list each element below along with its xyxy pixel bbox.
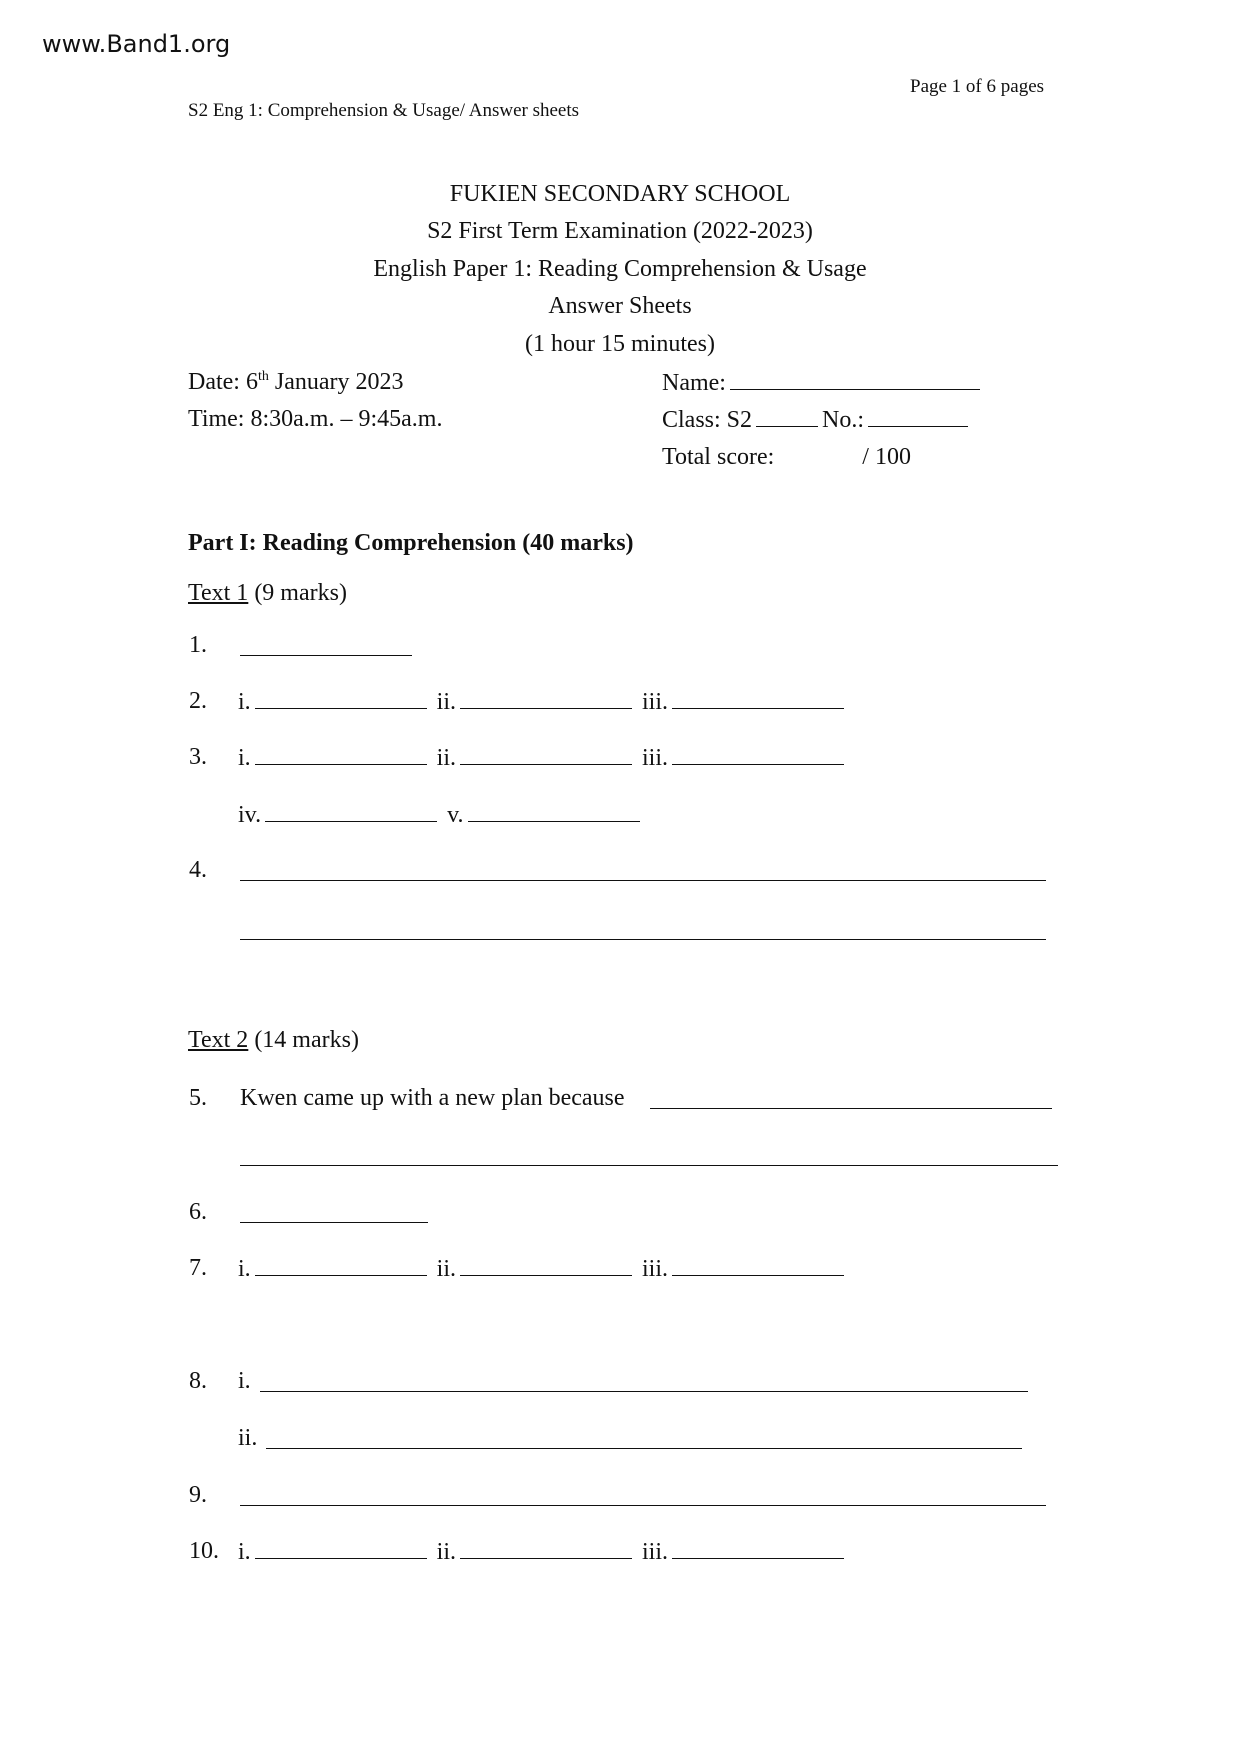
exam-time: Time: 8:30a.m. – 9:45a.m. xyxy=(188,406,443,432)
q6-label: 6. xyxy=(189,1199,207,1225)
q5-answer-line-2[interactable] xyxy=(240,1165,1058,1166)
q8-ii-answer[interactable] xyxy=(266,1448,1022,1449)
school-name: FUKIEN SECONDARY SCHOOL xyxy=(449,181,791,207)
header-left: S2 Eng 1: Comprehension & Usage/ Answer sheets xyxy=(188,100,580,121)
q8-label: 8. xyxy=(189,1368,207,1394)
q10-label: 10. xyxy=(189,1538,219,1564)
exam-title: S2 First Term Examination (2022-2023) xyxy=(427,218,813,244)
total-score: Total score: / 100 xyxy=(662,444,911,470)
q6-answer[interactable] xyxy=(240,1222,428,1223)
q3-answers[interactable]: i. ii. iii. xyxy=(238,744,848,772)
text2-heading: Text 2 (14 marks) xyxy=(188,1027,359,1053)
q8-ii-label: ii. xyxy=(238,1425,258,1451)
q3-answers-2[interactable]: iv. v. xyxy=(238,801,644,829)
part1-heading: Part I: Reading Comprehension (40 marks) xyxy=(188,530,634,556)
exam-date: Date: 6th January 2023 xyxy=(188,369,404,395)
class-no-field[interactable]: Class: S2 No.: xyxy=(662,406,972,434)
q4-answer-line-1[interactable] xyxy=(240,880,1046,881)
q2-label: 2. xyxy=(189,688,207,714)
q5-prompt: Kwen came up with a new plan because xyxy=(240,1085,625,1111)
q2-answers[interactable]: i. ii. iii. xyxy=(238,688,848,716)
page-number: Page 1 of 6 pages xyxy=(910,76,1045,97)
duration: (1 hour 15 minutes) xyxy=(525,331,715,357)
q5-answer-line-1[interactable] xyxy=(650,1108,1052,1109)
q9-label: 9. xyxy=(189,1482,207,1508)
q4-answer-line-2[interactable] xyxy=(240,939,1046,940)
q5-label: 5. xyxy=(189,1085,207,1111)
q4-label: 4. xyxy=(189,857,207,883)
q8-i-answer[interactable] xyxy=(260,1391,1028,1392)
watermark: www.Band1.org xyxy=(42,30,231,58)
q7-label: 7. xyxy=(189,1255,207,1281)
sheet-title: Answer Sheets xyxy=(548,293,692,319)
q1-answer[interactable] xyxy=(240,655,412,656)
q3-label: 3. xyxy=(189,744,207,770)
name-field[interactable]: Name: xyxy=(662,369,984,397)
q9-answer[interactable] xyxy=(240,1505,1046,1506)
q8-i-label: i. xyxy=(238,1368,251,1394)
text1-heading: Text 1 (9 marks) xyxy=(188,580,347,606)
q7-answers[interactable]: i. ii. iii. xyxy=(238,1255,848,1283)
q10-answers[interactable]: i. ii. iii. xyxy=(238,1538,848,1566)
paper-title: English Paper 1: Reading Comprehension & Usage xyxy=(373,256,867,282)
q1-label: 1. xyxy=(189,632,207,658)
